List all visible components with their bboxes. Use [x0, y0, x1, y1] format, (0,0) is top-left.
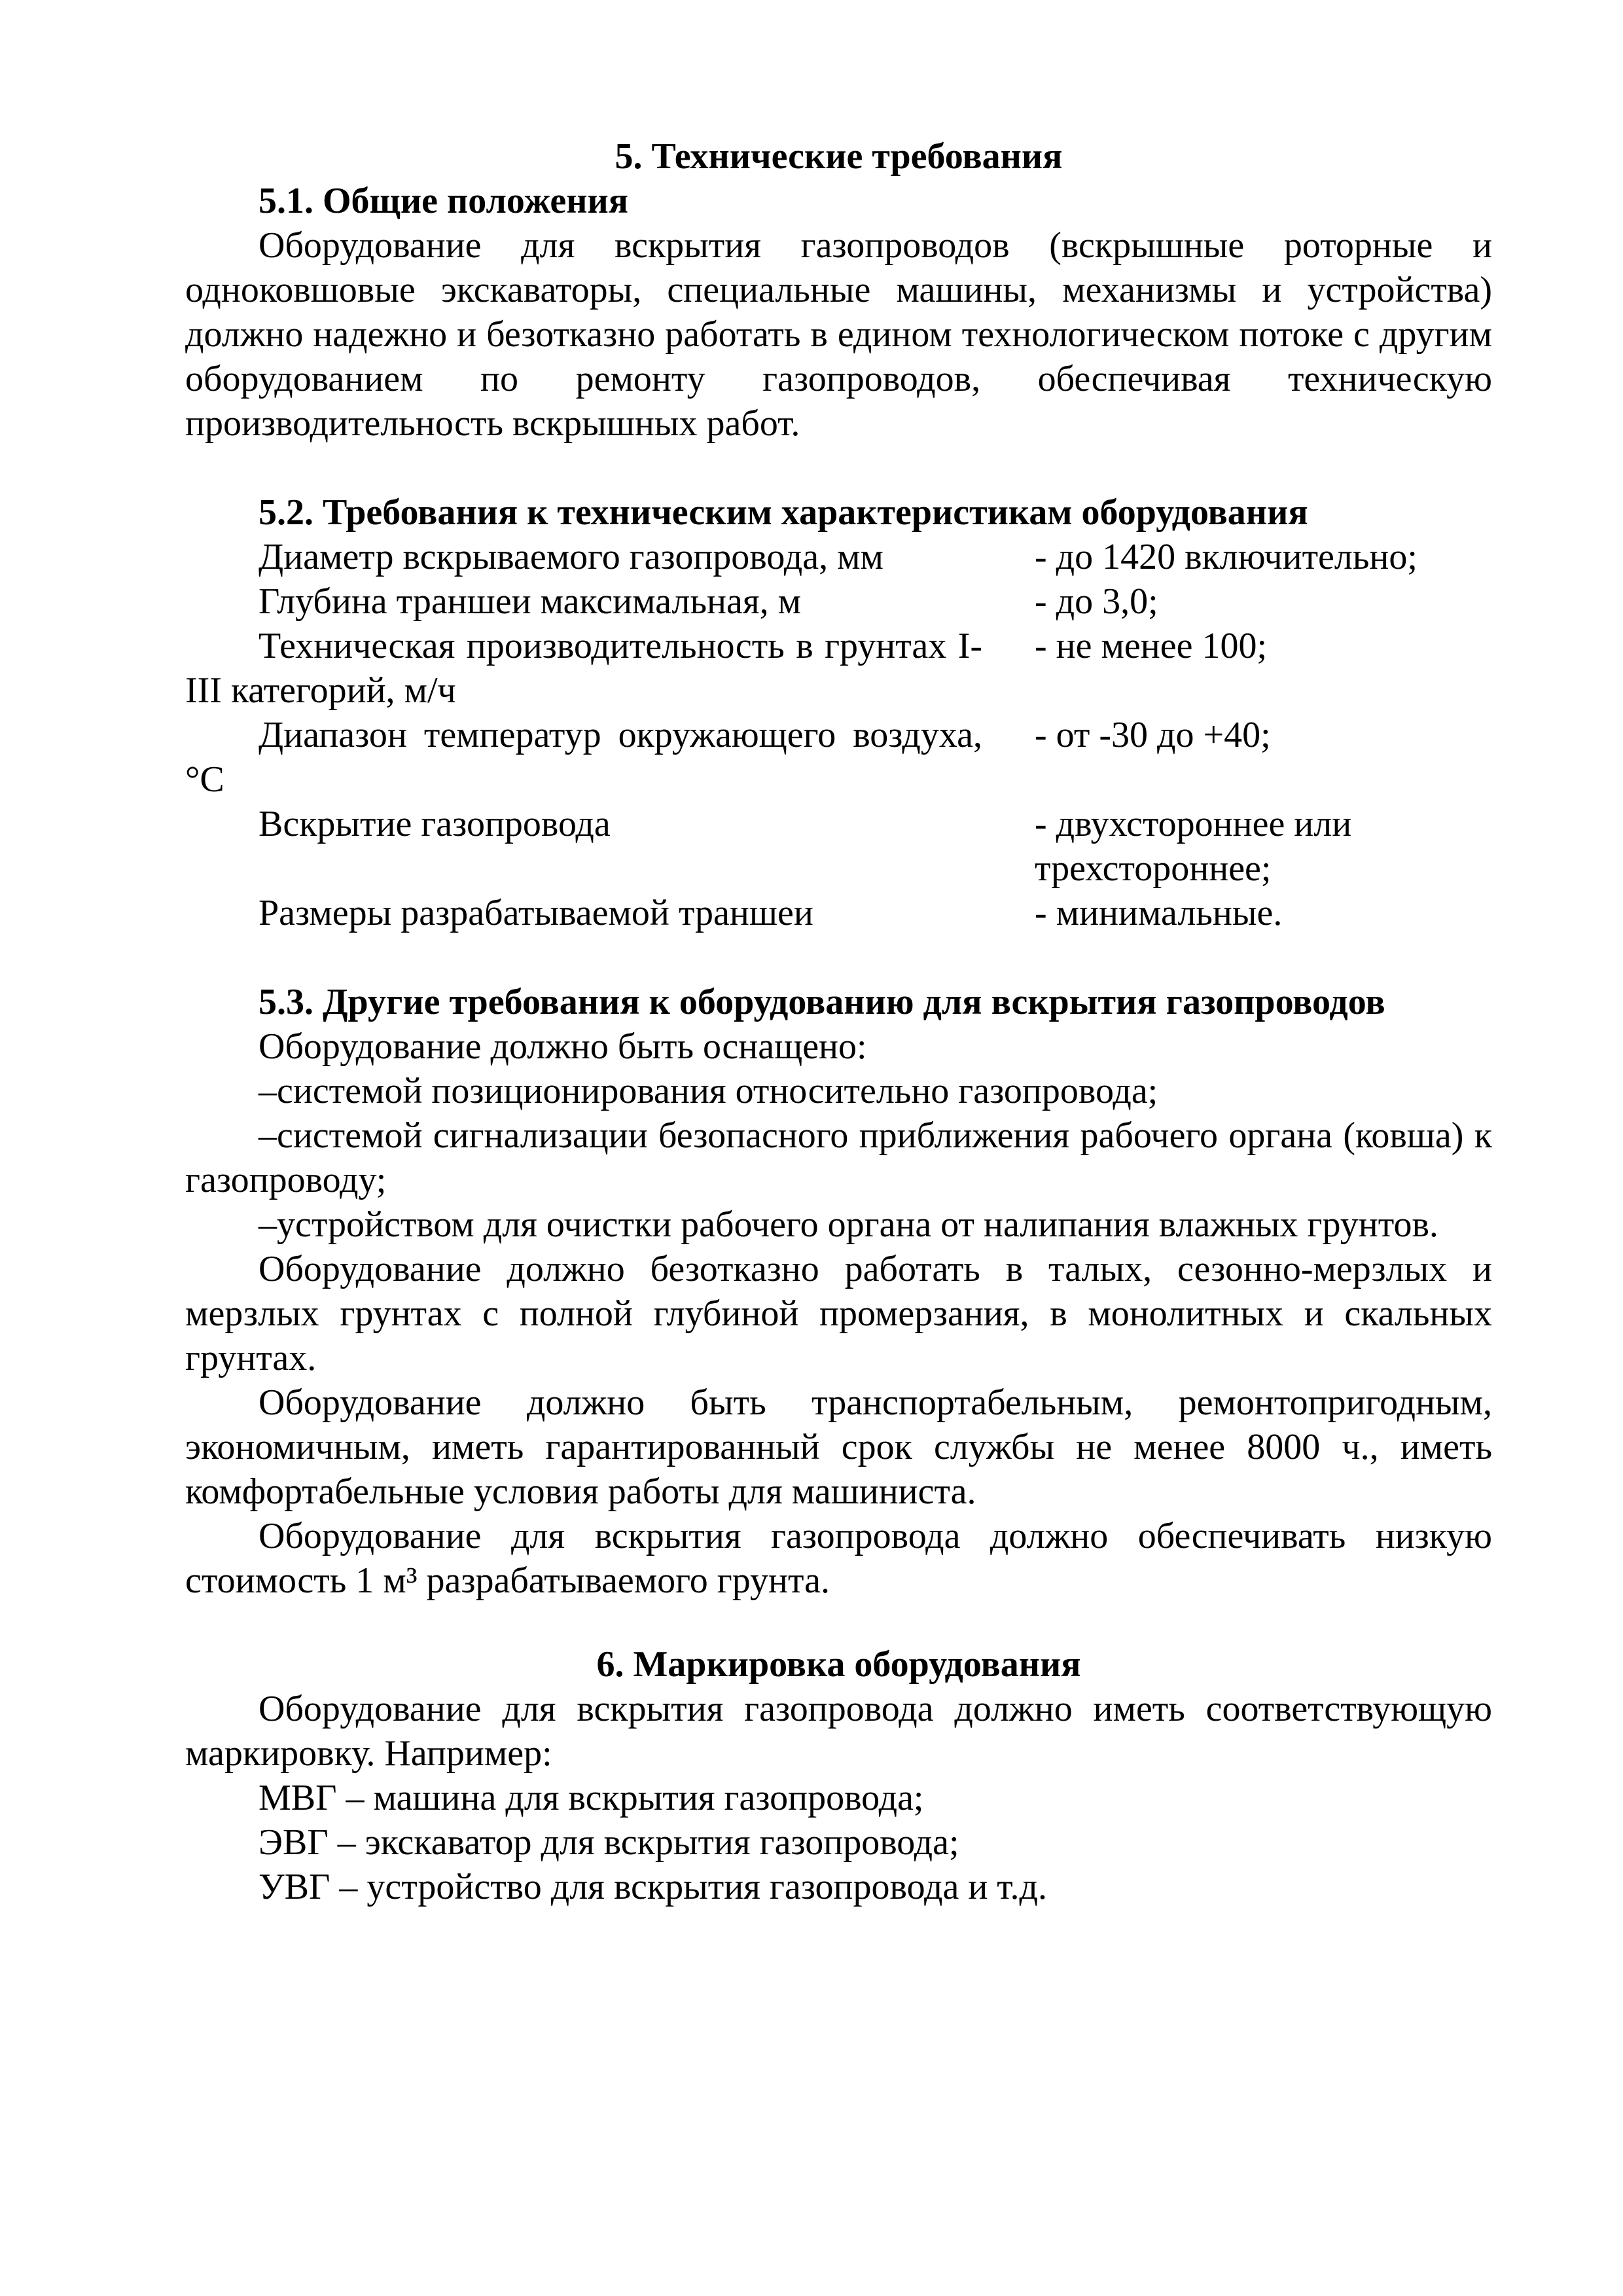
spec-row	[185, 891, 1545, 935]
spec-param: Техническая производительность в грунтах I-III категорий, м/ч	[185, 626, 982, 711]
list-item: –системой позиционирования относительно газопровода;	[259, 1071, 1158, 1111]
spec-value: - до 1420 включительно;	[1035, 537, 1418, 577]
section-6-intro: Оборудование для вскрытия газопровода должно иметь соответствующую маркировку. Например:	[185, 1689, 1492, 1774]
spec-param: Вскрытие газопровода	[259, 804, 611, 844]
spec-value: - не менее 100;	[1035, 626, 1268, 666]
list-item: –устройством для очистки рабочего органа от налипания влажных грунтов.	[259, 1204, 1438, 1245]
spec-param: Диаметр вскрываемого газопровода, мм	[259, 537, 883, 577]
spec-param: Диапазон температур окружающего воздуха, °С	[185, 715, 982, 800]
section-5-3-paragraph: Оборудование для вскрытия газопровода должно обеспечивать низкую стоимость 1 м³ разрабатываемого грунта.	[185, 1516, 1492, 1601]
section-5-3-paragraph: Оборудование должно безотказно работать в талых, сезонно-мерзлых и мерзлых грунтах с полной глубиной промерзания, в монолитных и скальных грунтах.	[185, 1249, 1492, 1378]
spec-value: - двухстороннее или трехстороннее;	[1035, 804, 1352, 889]
marking-item: УВГ – устройство для вскрытия газопровода и т.д.	[259, 1867, 1048, 1907]
section-5-2-heading: 5.2. Требования к техническим характеристикам оборудования	[259, 492, 1308, 533]
section-5-1-heading: 5.1. Общие положения	[259, 181, 629, 221]
section-5-3-heading: 5.3. Другие требования к оборудованию для вскрытия газопроводов	[259, 982, 1385, 1022]
spec-param: Размеры разрабатываемой траншеи	[259, 893, 813, 933]
spec-row	[185, 624, 1545, 713]
spec-value: - до 3,0;	[1035, 581, 1158, 622]
section-5-title: 5. Технические требования	[615, 136, 1063, 177]
spec-row	[185, 579, 1545, 624]
spec-param: Глубина траншеи максимальная, м	[259, 581, 802, 622]
marking-item: ЭВГ – экскаватор для вскрытия газопровода;	[259, 1822, 959, 1863]
spec-row	[185, 535, 1545, 579]
specs-table	[185, 535, 1545, 935]
marking-item: МВГ – машина для вскрытия газопровода;	[259, 1778, 924, 1818]
section-5-1-paragraph: Оборудование для вскрытия газопроводов (вскрышные роторные и одноковшовые экскаваторы, специальные машины, механизмы и устройства) должно надежно и безотказно работать в едином технологическом потоке с другим оборудованием по ремонту газопроводов, обеспечивая техническую производительность вскрышных работ.	[185, 225, 1492, 444]
spec-row	[185, 713, 1545, 802]
spec-value: - минимальные.	[1035, 893, 1283, 933]
document-page	[185, 134, 1492, 1909]
spec-value: - от -30 до +40;	[1035, 715, 1271, 755]
section-5-3-paragraph: Оборудование должно быть транспортабельным, ремонтопригодным, экономичным, иметь гарантированный срок службы не менее 8000 ч., иметь комфортабельные условия работы для машиниста.	[185, 1382, 1492, 1512]
list-item: –системой сигнализации безопасного приближения рабочего органа (ковша) к газопроводу;	[185, 1115, 1492, 1200]
section-6-title: 6. Маркировка оборудования	[596, 1644, 1081, 1685]
spec-row	[185, 802, 1545, 891]
section-5-3-intro: Оборудование должно быть оснащено:	[259, 1026, 867, 1067]
